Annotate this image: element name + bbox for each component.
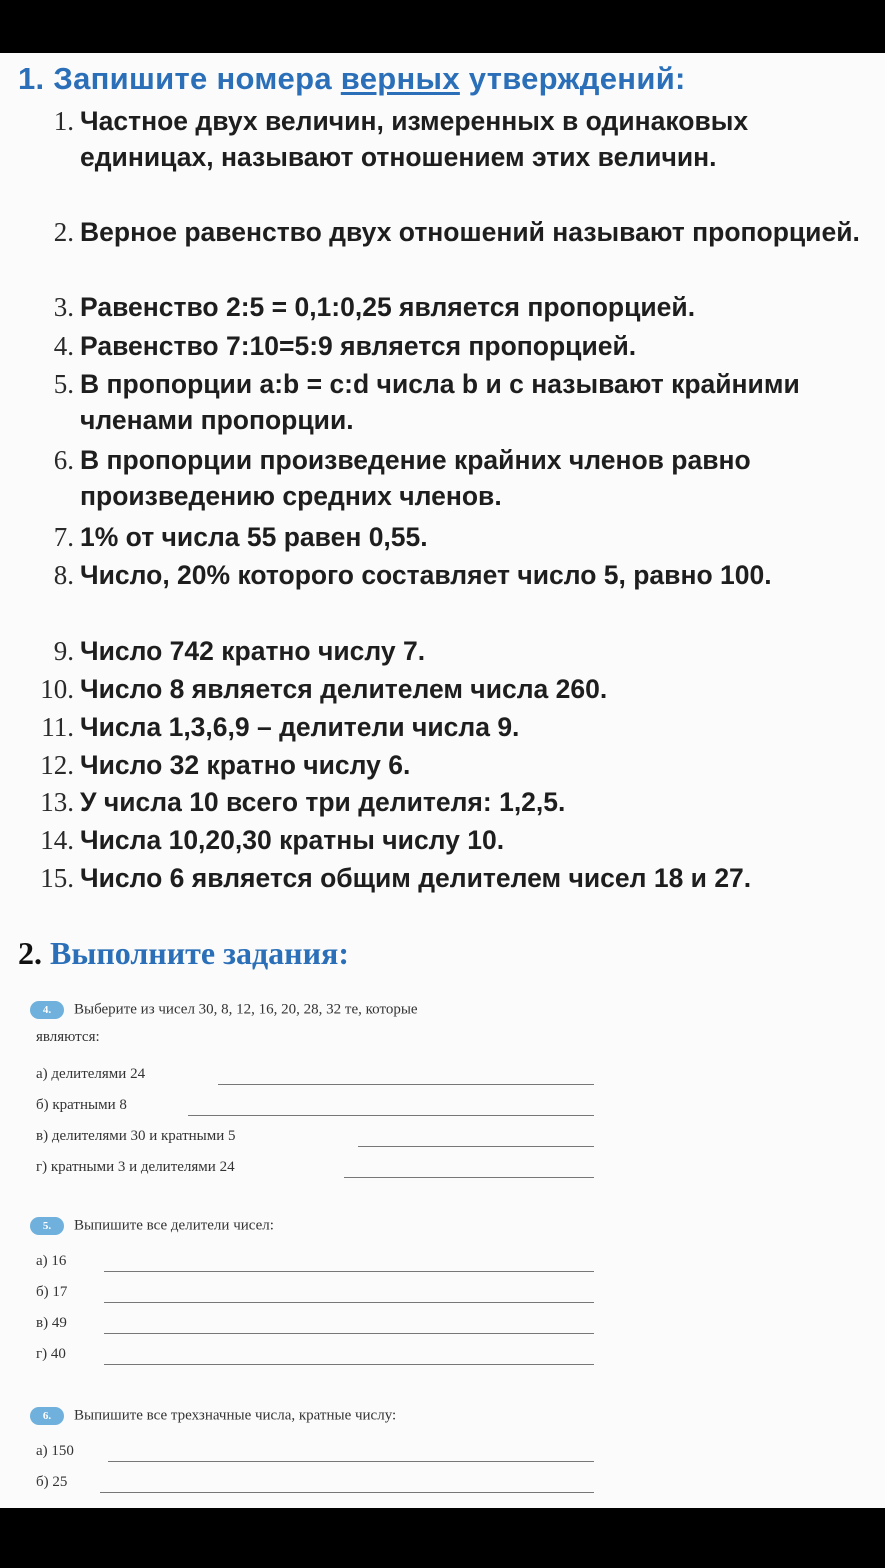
section1-title-before: Запишите номера <box>53 61 332 96</box>
task-5-sub-a: а) 16 <box>36 1253 67 1269</box>
task-4-sub-d: г) кратными 3 и делителями 24 <box>36 1159 235 1175</box>
task-6-text: Выпишите все трехзначные числа, кратные числу: <box>74 1407 397 1424</box>
statement-item <box>30 366 870 438</box>
answer-line[interactable] <box>218 1084 594 1085</box>
section2-number: 2. <box>18 935 42 971</box>
statement-number: 9. <box>53 636 74 666</box>
statement-number: 14. <box>40 825 74 855</box>
statement-item <box>30 328 870 364</box>
statement-number: 12. <box>40 750 74 780</box>
statement-item <box>30 633 870 669</box>
task-5-badge: 5. <box>30 1217 64 1235</box>
statement-text: Числа 10,20,30 кратны числу 10. <box>80 825 505 855</box>
task-4-sub-b: б) кратными 8 <box>36 1097 127 1113</box>
task-4-text: Выберите из чисел 30, 8, 12, 16, 20, 28, 32 те, которые <box>74 1001 418 1018</box>
answer-line[interactable] <box>100 1492 594 1493</box>
task-4-badge: 4. <box>30 1001 64 1019</box>
statement-text: Равенство 2:5 = 0,1:0,25 является пропорцией. <box>80 292 696 322</box>
statement-item <box>30 671 870 707</box>
statement-number: 8. <box>53 560 74 590</box>
statement-item <box>30 214 870 250</box>
statement-number: 2. <box>53 217 74 247</box>
statement-item <box>30 860 870 896</box>
statement-item <box>30 103 870 175</box>
statement-number: 6. <box>53 445 74 475</box>
statement-item <box>30 709 870 745</box>
statement-number: 10. <box>40 674 74 704</box>
section1-title-after: утверждений: <box>468 61 686 96</box>
statement-item <box>30 747 870 783</box>
statement-text: В пропорции a:b = c:d числа b и c называют крайними членами пропорции. <box>80 369 800 435</box>
section1-heading <box>18 61 686 97</box>
statement-item <box>30 822 870 858</box>
task-6-prompt <box>30 1407 396 1425</box>
section1-number: 1. <box>18 61 45 96</box>
statement-number: 13. <box>40 787 74 817</box>
task-4-sub-c: в) делителями 30 и кратными 5 <box>36 1128 236 1144</box>
statement-text: Верное равенство двух отношений называют пропорцией. <box>80 217 860 247</box>
answer-line[interactable] <box>344 1177 594 1178</box>
statement-text: Число 32 кратно числу 6. <box>80 750 411 780</box>
section1-title-underlined: верных <box>340 61 460 96</box>
statement-item <box>30 442 870 514</box>
answer-line[interactable] <box>104 1302 594 1303</box>
answer-line[interactable] <box>104 1364 594 1365</box>
statement-number: 7. <box>53 522 74 552</box>
statement-text: Числа 1,3,6,9 – делители числа 9. <box>80 712 520 742</box>
statement-number: 5. <box>53 369 74 399</box>
task-4-prompt <box>30 1001 418 1019</box>
statement-number: 15. <box>40 863 74 893</box>
task-5-prompt <box>30 1217 274 1235</box>
task-6-sub-b: б) 25 <box>36 1474 68 1490</box>
statement-item <box>30 557 870 593</box>
statement-text: В пропорции произведение крайних членов равно произведению средних членов. <box>80 445 751 511</box>
answer-line[interactable] <box>108 1461 594 1462</box>
task-4-sub-a: а) делителями 24 <box>36 1066 146 1082</box>
statement-text: Число, 20% которого составляет число 5, равно 100. <box>80 560 772 590</box>
statement-text: Частное двух величин, измеренных в одинаковых единицах, называют отношением этих величин. <box>80 106 749 172</box>
statement-text: 1% от числа 55 равен 0,55. <box>80 522 428 552</box>
statement-text: Число 742 кратно числу 7. <box>80 636 426 666</box>
statement-text: У числа 10 всего три делителя: 1,2,5. <box>80 787 566 817</box>
task-5-sub-b: б) 17 <box>36 1284 68 1300</box>
statement-text: Равенство 7:10=5:9 является пропорцией. <box>80 331 637 361</box>
statement-item <box>30 784 870 820</box>
answer-line[interactable] <box>188 1115 594 1116</box>
section2-heading <box>18 935 349 972</box>
statement-number: 1. <box>53 106 74 136</box>
task-6-badge: 6. <box>30 1407 64 1425</box>
answer-line[interactable] <box>358 1146 594 1147</box>
task-5-sub-c: в) 49 <box>36 1315 67 1331</box>
answer-line[interactable] <box>104 1333 594 1334</box>
statement-text: Число 8 является делителем числа 260. <box>80 674 608 704</box>
statement-number: 4. <box>53 331 74 361</box>
task-5-text: Выпишите все делители чисел: <box>74 1217 274 1234</box>
statement-number: 11. <box>41 712 74 742</box>
section2-title: Выполните задания: <box>50 935 349 971</box>
task-4-text-cont: являются: <box>36 1029 100 1045</box>
task-5-sub-d: г) 40 <box>36 1346 66 1362</box>
statement-number: 3. <box>53 292 74 322</box>
task-6-sub-a: а) 150 <box>36 1443 74 1459</box>
statement-item <box>30 289 870 325</box>
answer-line[interactable] <box>104 1271 594 1272</box>
statement-item <box>30 519 870 555</box>
worksheet-page <box>0 53 885 1508</box>
statement-text: Число 6 является общим делителем чисел 18 и 27. <box>80 863 752 893</box>
